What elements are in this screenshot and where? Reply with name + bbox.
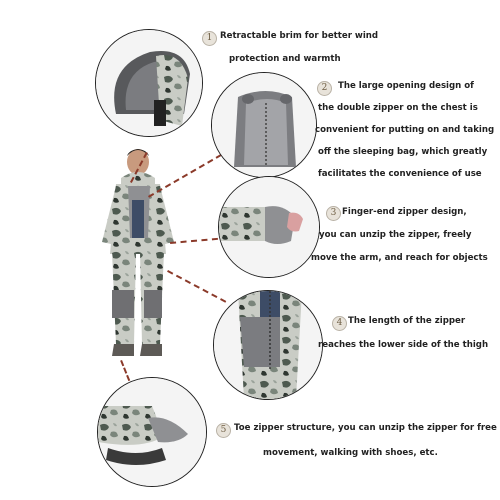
- detail-circle-toe-zipper: [97, 377, 207, 487]
- model-figure: [88, 140, 188, 370]
- finger-zipper-image: [219, 177, 319, 277]
- thigh-zipper-image: [214, 291, 322, 399]
- feature-1-line-1: Retractable brim for better wind: [220, 31, 379, 41]
- detail-circle-thigh-zipper: [213, 290, 323, 400]
- feature-4-line-2: reaches the lower side of the thigh: [318, 340, 489, 350]
- detail-circle-finger-zipper: [218, 176, 320, 278]
- feature-5-line-1: Toe zipper structure, you can unzip the zipper for free: [234, 423, 497, 433]
- feature-3-line-1: Finger-end zipper design,: [342, 207, 467, 217]
- feature-2-line-5: facilitates the convenience of use: [318, 169, 482, 179]
- feature-2-line-1: The large opening design of: [338, 81, 474, 91]
- toe-zipper-image: [98, 378, 206, 486]
- feature-number-4: 4: [332, 316, 347, 331]
- feature-2-line-3: convenient for putting on and taking: [315, 125, 495, 135]
- feature-5-line-2: movement, walking with shoes, etc.: [263, 448, 438, 458]
- hood-detail-image: [96, 30, 202, 136]
- detail-circle-chest-zipper: [211, 72, 317, 178]
- feature-number-5: 5: [216, 423, 231, 438]
- chest-zipper-image: [212, 73, 316, 177]
- feature-1-line-2: protection and warmth: [229, 54, 341, 64]
- feature-2-line-4: off the sleeping bag, which greatly: [318, 147, 488, 157]
- detail-circle-hood: [95, 29, 203, 137]
- feature-2-line-2: the double zipper on the chest is: [318, 103, 478, 113]
- feature-number-3: 3: [326, 206, 341, 221]
- feature-number-2: 2: [317, 81, 332, 96]
- feature-number-1: 1: [202, 31, 217, 46]
- feature-3-line-3: move the arm, and reach for objects: [311, 253, 488, 263]
- feature-4-line-1: The length of the zipper: [348, 316, 466, 326]
- feature-3-line-2: you can unzip the zipper, freely: [319, 230, 472, 240]
